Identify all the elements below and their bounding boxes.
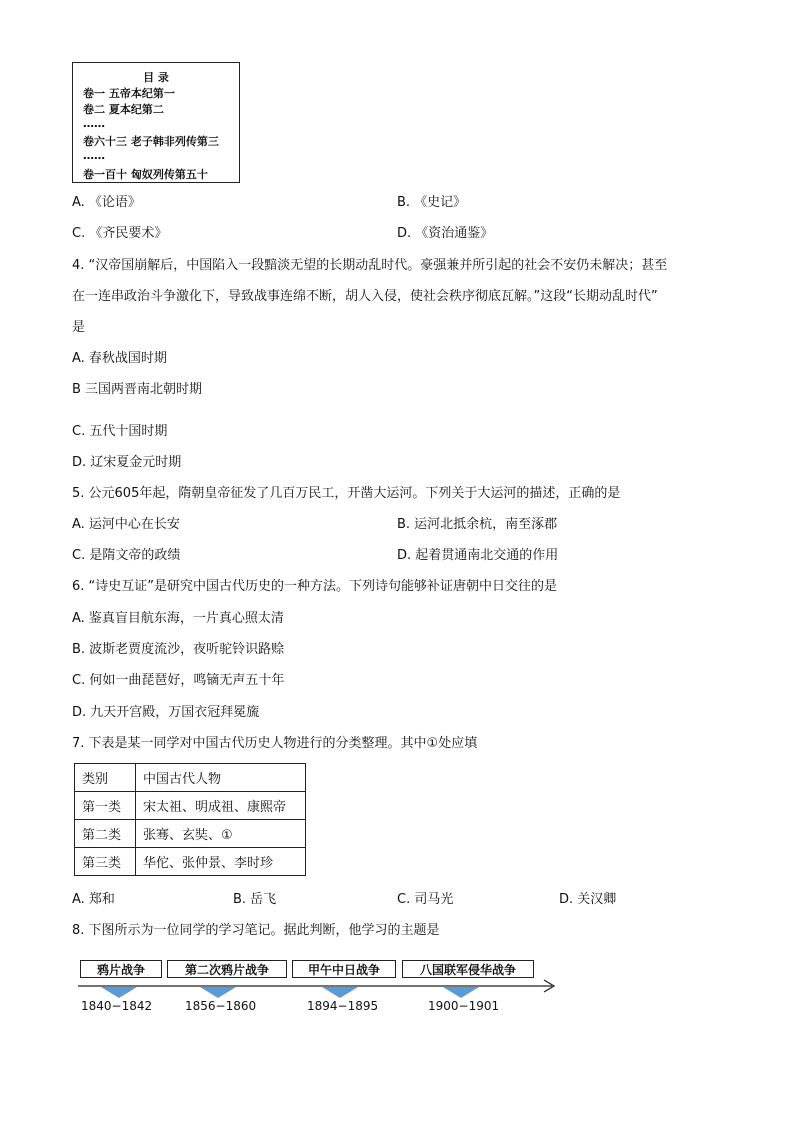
q6-option-c[interactable]: C. 何如一曲琵琶好，鸣镝无声五十年 xyxy=(72,673,285,688)
timeline-marker xyxy=(443,987,479,998)
q6-stem: 6. “诗史互证”是研究中国古代历史的一种方法。下列诗句能够补证唐朝中日交往的是 xyxy=(72,579,558,594)
q4-stem-line: 在一连串政治斗争激化下，导致战事连绵不断，胡人入侵，使社会秩序彻底瓦解。”这段“长期动乱时代” xyxy=(72,289,658,304)
timeline-marker xyxy=(322,987,358,998)
timeline-event-opium-war: 鸦片战争 xyxy=(80,960,162,978)
q7-stem: 7. 下表是某一同学对中国古代历史人物进行的分类整理。其中①处应填 xyxy=(72,736,478,751)
q4-option-d[interactable]: D. 辽宋夏金元时期 xyxy=(72,455,182,470)
q4-stem-line: 是 xyxy=(72,320,86,335)
table-cell: 中国古代人物 xyxy=(136,764,306,792)
q7-option-d[interactable]: D. 关汉卿 xyxy=(559,892,617,907)
q4-option-a[interactable]: A. 春秋战国时期 xyxy=(72,351,167,366)
toc-line: …… xyxy=(83,117,105,130)
q5-option-c[interactable]: C. 是隋文帝的政绩 xyxy=(72,548,181,563)
toc-line: 卷一 五帝本纪第一 xyxy=(83,87,175,100)
timeline-years: 1856−1860 xyxy=(185,999,257,1013)
table-cell: 张骞、玄奘、① xyxy=(136,820,306,848)
q6-option-b[interactable]: B. 波斯老贾度流沙，夜听驼铃识路赊 xyxy=(72,642,285,657)
classification-table xyxy=(74,763,306,876)
toc-line: …… xyxy=(83,149,105,162)
timeline-marker xyxy=(200,987,236,998)
q7-option-c[interactable]: C. 司马光 xyxy=(397,892,454,907)
timeline-years: 1840−1842 xyxy=(81,999,153,1013)
q3-option-a[interactable]: A. 《论语》 xyxy=(72,195,141,210)
q6-option-d[interactable]: D. 九天开宫殿，万国衣冠拜冕旒 xyxy=(72,705,260,720)
timeline-years: 1894−1895 xyxy=(307,999,379,1013)
table-cell: 第一类 xyxy=(75,792,136,820)
table-cell: 宋太祖、明成祖、康熙帝 xyxy=(136,792,306,820)
table-cell: 类别 xyxy=(75,764,136,792)
table-cell: 华佗、张仲景、李时珍 xyxy=(136,848,306,876)
q3-option-d[interactable]: D. 《资治通鉴》 xyxy=(397,226,494,241)
timeline-event-eight-nation-alliance: 八国联军侵华战争 xyxy=(402,960,534,978)
toc-title: 目 录 xyxy=(143,71,169,84)
timeline-arrow xyxy=(78,976,562,996)
toc-line: 卷六十三 老子韩非列传第三 xyxy=(83,135,219,148)
table-row xyxy=(75,820,306,848)
q4-stem-line: 4. “汉帝国崩解后，中国陷入一段黯淡无望的长期动乱时代。豪强兼并所引起的社会不安仍未解决；甚至 xyxy=(72,258,668,273)
table-row xyxy=(75,848,306,876)
toc-box xyxy=(72,62,240,183)
q5-option-a[interactable]: A. 运河中心在长安 xyxy=(72,517,180,532)
toc-line: 卷二 夏本纪第二 xyxy=(83,103,164,116)
q3-option-c[interactable]: C. 《齐民要术》 xyxy=(72,226,168,241)
timeline-years: 1900−1901 xyxy=(428,999,500,1013)
q5-option-d[interactable]: D. 起着贯通南北交通的作用 xyxy=(397,548,559,563)
timeline-event-second-opium-war: 第二次鸦片战争 xyxy=(167,960,287,978)
table-row xyxy=(75,792,306,820)
timeline-event-sino-japanese-war: 甲午中日战争 xyxy=(292,960,396,978)
q8-stem: 8. 下图所示为一位同学的学习笔记。据此判断，他学习的主题是 xyxy=(72,923,440,938)
q4-option-b[interactable]: B 三国两晋南北朝时期 xyxy=(72,382,203,397)
q3-option-b[interactable]: B. 《史记》 xyxy=(397,195,467,210)
table-row xyxy=(75,764,306,792)
q7-option-a[interactable]: A. 郑和 xyxy=(72,892,115,907)
q7-option-b[interactable]: B. 岳飞 xyxy=(233,892,277,907)
q4-option-c[interactable]: C. 五代十国时期 xyxy=(72,424,168,439)
table-cell: 第二类 xyxy=(75,820,136,848)
table-cell: 第三类 xyxy=(75,848,136,876)
q5-option-b[interactable]: B. 运河北抵余杭，南至涿郡 xyxy=(397,517,558,532)
toc-line: 卷一百十 匈奴列传第五十 xyxy=(83,168,208,181)
timeline-marker xyxy=(101,987,137,998)
q5-stem: 5. 公元605年起，隋朝皇帝征发了几百万民工，开凿大运河。下列关于大运河的描述，正确的是 xyxy=(72,486,621,501)
q6-option-a[interactable]: A. 鉴真盲目航东海，一片真心照太清 xyxy=(72,611,284,626)
